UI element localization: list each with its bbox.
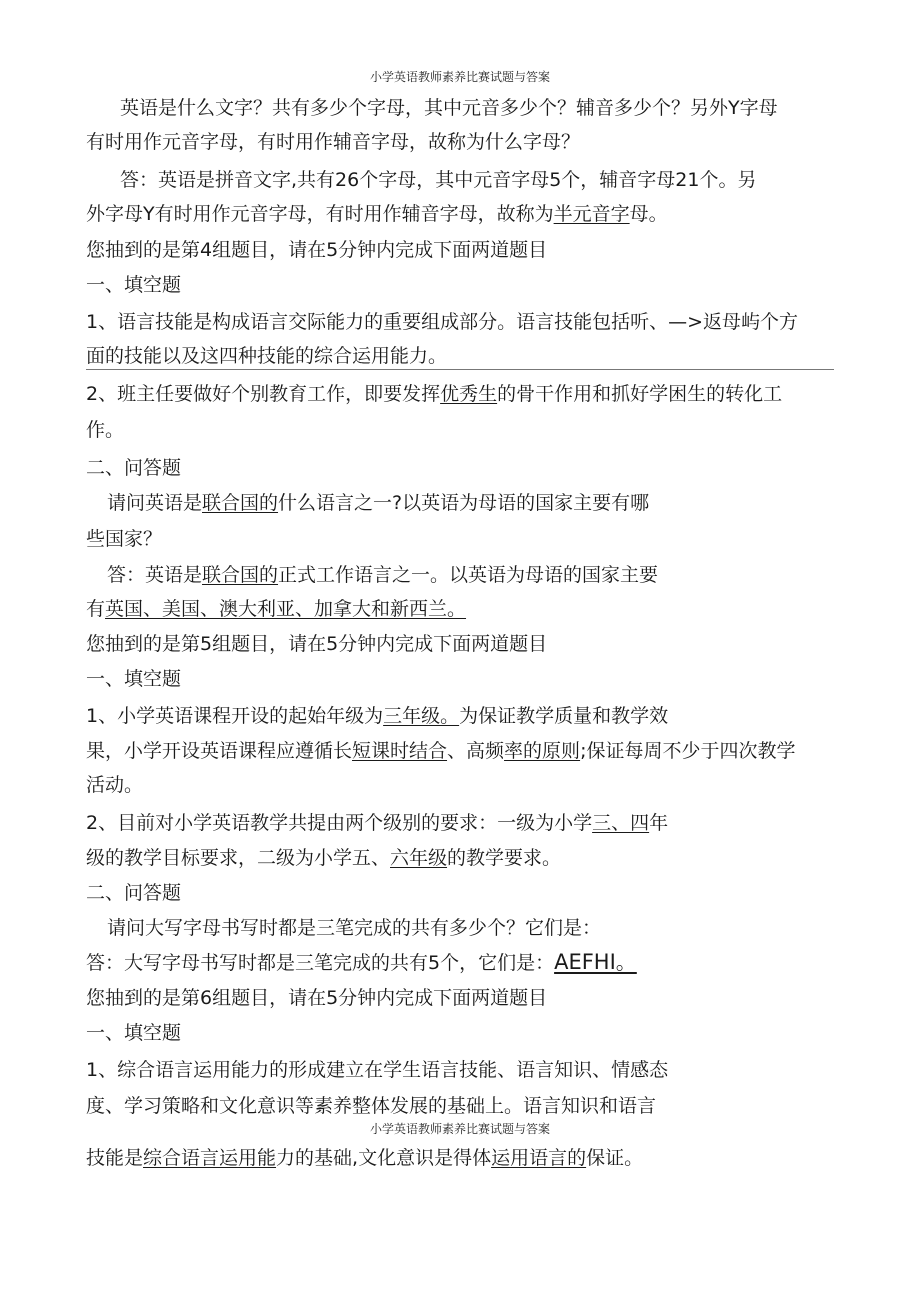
- text: 请问英语是: [107, 492, 203, 514]
- text: 外字母Y有时用作元音字母，有时用作辅音字母，故称为: [86, 203, 554, 225]
- group-4-fill-1-line-2: 面的技能以及这四种技能的综合运用能力。: [86, 345, 448, 367]
- group-5-fill-1-line-1: [86, 704, 668, 728]
- group-4-title: 您抽到的是第4组题目，请在5分钟内完成下面两道题目: [86, 239, 548, 261]
- group-5-section-fill: 一、填空题: [86, 668, 182, 690]
- group-5-question: 请问大写字母书写时都是三笔完成的共有多少个？它们是：: [107, 917, 602, 939]
- group-6-section-fill: 一、填空题: [86, 1022, 182, 1044]
- group-5-fill-2-line-2: [86, 846, 561, 870]
- text: 的教学要求。: [447, 847, 562, 869]
- text: 有: [86, 598, 106, 620]
- group-4-section-fill: 一、填空题: [86, 274, 182, 296]
- group-5-fill-2-line-1: [86, 811, 668, 835]
- text: 技能是: [86, 1147, 144, 1169]
- intro-answer-line-1: 答：英语是拼音文字,共有26个字母，其中元音字母5个，辅音字母21个。另: [120, 169, 757, 191]
- group-4-question-line-1: [107, 491, 649, 515]
- text: 1、小学英语课程开设的起始年级为: [86, 705, 384, 727]
- group-6-fill-1-line-2: 度、学习策略和文化意识等素养整体发展的基础上。语言知识和语言: [86, 1095, 657, 1117]
- group-6-fill-1-line-1: 1、综合语言运用能力的形成建立在学生语言技能、语言知识、情感态: [86, 1059, 669, 1081]
- group-6-title: 您抽到的是第6组题目，请在5分钟内完成下面两道题目: [86, 987, 548, 1009]
- text: 答：英语是: [107, 564, 203, 586]
- text: 为保证教学质量和教学效: [459, 705, 669, 727]
- answer-blank: 三年级。: [383, 705, 460, 727]
- intro-question-line-2: 有时用作元音字母，有时用作辅音字母，故称为什么字母？: [86, 131, 581, 153]
- text: 果，小学开设英语课程应遵循长: [86, 740, 353, 762]
- underlined-term: 联合国的: [202, 492, 279, 514]
- answer-blank: 率的原则: [504, 740, 581, 762]
- text: 2、班主任要做好个别教育工作，即要发挥: [86, 383, 441, 405]
- text: ;保证每周不少于四次教学: [580, 740, 796, 762]
- text: 保证。: [586, 1147, 644, 1169]
- group-5-section-qa: 二、问答题: [86, 882, 182, 904]
- answer-blank: 运用语言的: [491, 1147, 587, 1169]
- answer-blank: AEFHI。: [554, 950, 637, 974]
- text: 2、目前对小学英语教学共提由两个级别的要求：一级为小学: [86, 812, 593, 834]
- group-4-answer-line-2: [86, 597, 466, 621]
- text: 年: [649, 812, 669, 834]
- answer-blank: 英国、美国、澳大利亚、加拿大和新西兰。: [105, 598, 467, 620]
- answer-blank: 半元音字: [553, 203, 630, 225]
- answer-blank: 综合语言运用能: [143, 1147, 277, 1169]
- text: 、高频: [447, 740, 505, 762]
- text: 力的基础,文化意识是得体: [276, 1147, 492, 1169]
- group-4-question-line-2: 些国家？: [86, 528, 163, 550]
- page-header: 小学英语教师素养比赛试题与答案: [369, 70, 550, 84]
- group-5-title: 您抽到的是第5组题目，请在5分钟内完成下面两道题目: [86, 633, 548, 655]
- group-6-fill-1-line-3: [86, 1146, 643, 1170]
- group-4-answer-line-1: [107, 563, 658, 587]
- page-header-2: 小学英语教师素养比赛试题与答案: [369, 1122, 550, 1136]
- group-4-fill-2-line-1: [86, 382, 782, 406]
- divider-line: [86, 369, 834, 370]
- group-5-fill-1-line-2: [86, 739, 795, 763]
- answer-blank: 优秀生: [440, 383, 498, 405]
- intro-question-line-1: 英语是什么文字？共有多少个字母，其中元音多少个？辅音多少个？另外Y字母: [120, 97, 778, 119]
- underlined-term: 联合国的: [202, 564, 279, 586]
- text: 母。: [629, 203, 668, 225]
- text: 答：大写字母书写时都是三笔完成的共有5个，它们是：: [86, 952, 555, 974]
- answer-blank: 短课时结合: [352, 740, 448, 762]
- text: 的骨干作用和抓好学困生的转化工: [497, 383, 783, 405]
- group-5-answer: [86, 950, 637, 975]
- group-4-section-qa: 二、问答题: [86, 457, 182, 479]
- intro-answer-line-2: [86, 202, 668, 226]
- group-5-fill-1-line-3: 活动。: [86, 774, 144, 796]
- group-4-fill-2-line-2: 作。: [86, 419, 125, 441]
- group-4-fill-1-line-1: 1、语言技能是构成语言交际能力的重要组成部分。语言技能包括听、—>返母屿个方: [86, 311, 799, 333]
- answer-blank: 六年级: [390, 847, 448, 869]
- text: 级的教学目标要求，二级为小学五、: [86, 847, 391, 869]
- text: 什么语言之一?以英语为母语的国家主要有哪: [278, 492, 650, 514]
- answer-blank: 三、四: [592, 812, 650, 834]
- text: 正式工作语言之一。以英语为母语的国家主要: [278, 564, 659, 586]
